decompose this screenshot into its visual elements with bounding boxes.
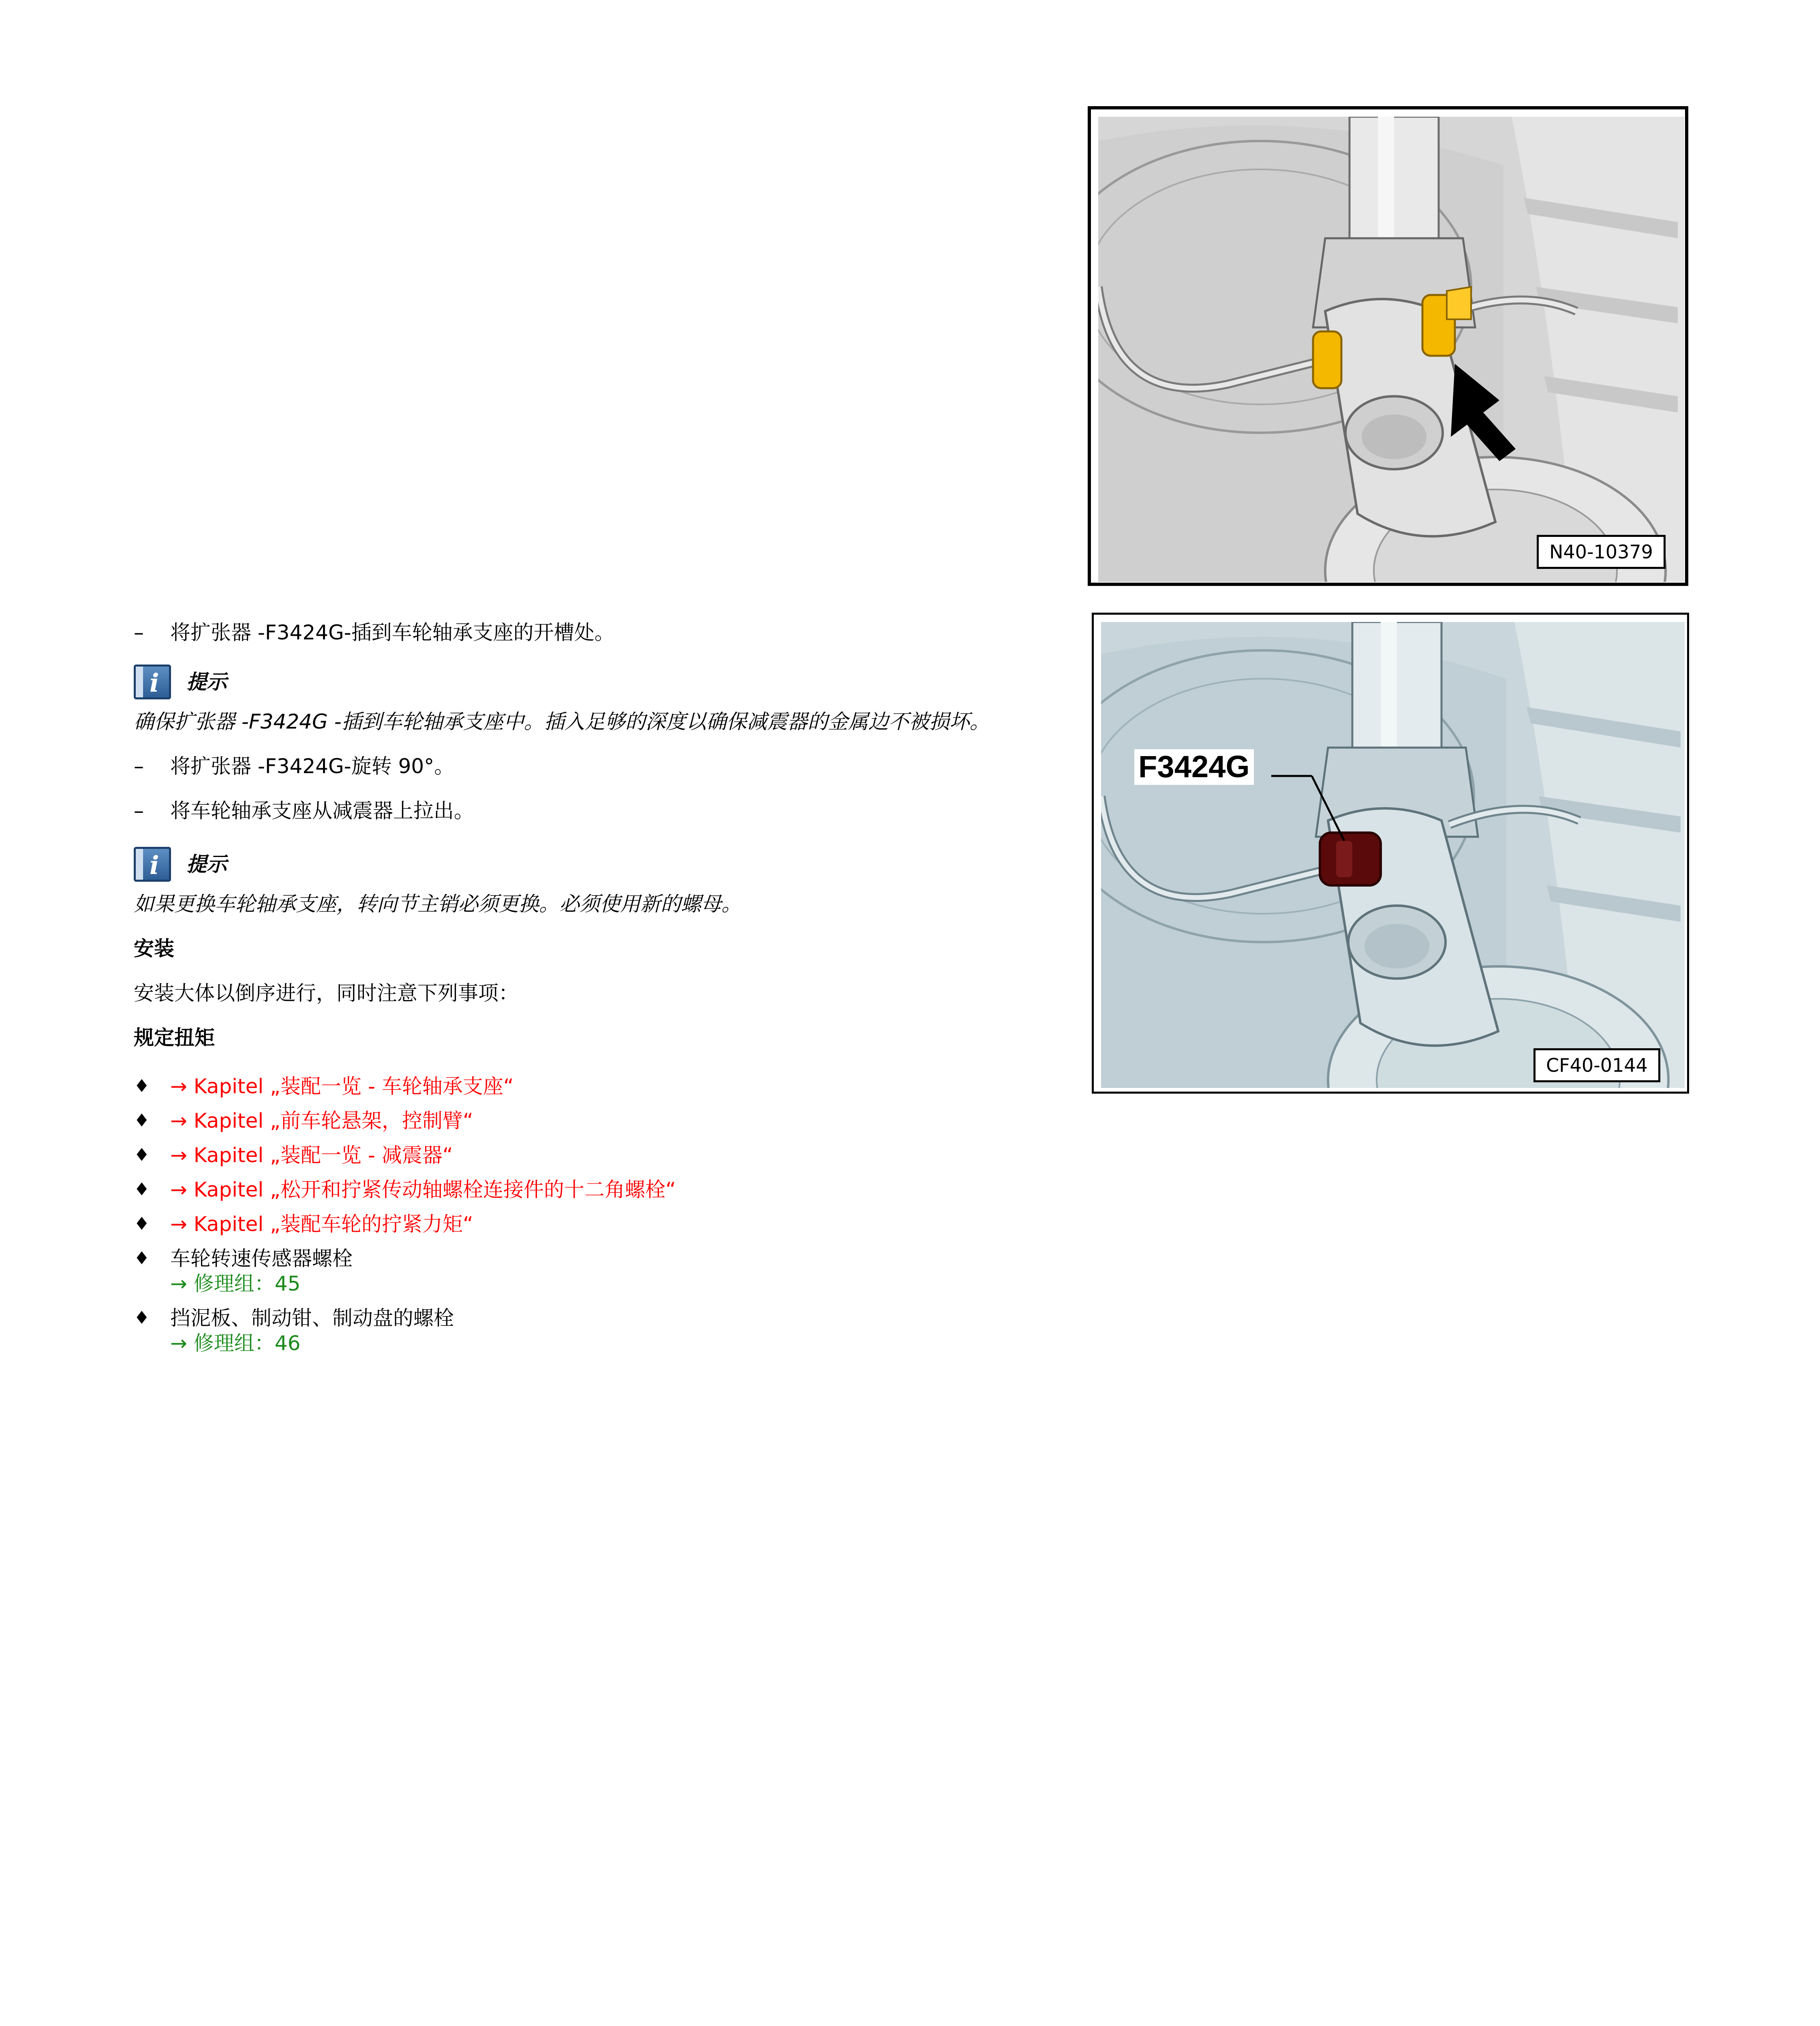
bullet: ♦ bbox=[134, 1110, 150, 1131]
step-dash: – bbox=[134, 754, 144, 778]
figure-illustration bbox=[1101, 622, 1685, 1088]
link-shock-absorber[interactable]: → Kapitel „装配一览 - 减震器“ bbox=[170, 1143, 453, 1167]
bullet: ♦ bbox=[134, 1076, 150, 1096]
bullet: ♦ bbox=[134, 1179, 150, 1200]
step-insert-expander: 将扩张器 -F3424G-插到车轮轴承支座的开槽处。 bbox=[170, 621, 615, 644]
step-rotate-expander: 将扩张器 -F3424G-旋转 90°。 bbox=[170, 754, 455, 778]
info-icon: i bbox=[134, 847, 171, 882]
bullet: ♦ bbox=[134, 1308, 150, 1328]
note-text: 确保扩张器 -F3424G -插到车轮轴承支座中。插入足够的深度以确保减震器的金属边不被损坏。 bbox=[134, 710, 990, 733]
step-dash: – bbox=[134, 621, 144, 644]
figure-code: N40-10379 bbox=[1537, 535, 1666, 569]
link-wheel-torque[interactable]: → Kapitel „装配车轮的拧紧力矩“ bbox=[170, 1212, 473, 1236]
figure-illustration bbox=[1098, 117, 1684, 582]
tool-label: F3424G bbox=[1134, 749, 1254, 785]
figure-cf40-0144 bbox=[1092, 613, 1689, 1094]
info-icon: i bbox=[134, 665, 171, 699]
item-speed-sensor-bolt: 车轮转速传感器螺栓 bbox=[170, 1247, 353, 1270]
step-dash: – bbox=[134, 799, 144, 823]
note-title: 提示 bbox=[186, 670, 227, 694]
bullet: ♦ bbox=[134, 1214, 150, 1234]
note-title: 提示 bbox=[186, 853, 227, 876]
ref-repair-group-46[interactable]: → 修理组：46 bbox=[170, 1331, 301, 1355]
link-front-suspension[interactable]: → Kapitel „前车轮悬架，控制臂“ bbox=[170, 1109, 473, 1133]
link-wheel-bearing-housing[interactable]: → Kapitel „装配一览 - 车轮轴承支座“ bbox=[170, 1075, 514, 1098]
section-heading-torque: 规定扭矩 bbox=[134, 1026, 215, 1049]
note-text: 如果更换车轮轴承支座，转向节主销必须更换。必须使用新的螺母。 bbox=[134, 892, 742, 916]
link-drive-shaft-bolts[interactable]: → Kapitel „松开和拧紧传动轴螺栓连接件的十二角螺栓“ bbox=[170, 1178, 676, 1201]
install-text: 安装大体以倒序进行，同时注意下列事项： bbox=[134, 981, 519, 1005]
figure-code: CF40-0144 bbox=[1533, 1048, 1660, 1082]
ref-repair-group-45[interactable]: → 修理组：45 bbox=[170, 1272, 301, 1295]
bullet: ♦ bbox=[134, 1248, 150, 1269]
section-heading-install: 安装 bbox=[134, 937, 174, 960]
bullet: ♦ bbox=[134, 1145, 150, 1165]
item-splash-shield-bolts: 挡泥板、制动钳、制动盘的螺栓 bbox=[170, 1306, 454, 1330]
figure-n40-10379 bbox=[1088, 106, 1688, 586]
step-pull-bearing-housing: 将车轮轴承支座从减震器上拉出。 bbox=[170, 799, 474, 823]
